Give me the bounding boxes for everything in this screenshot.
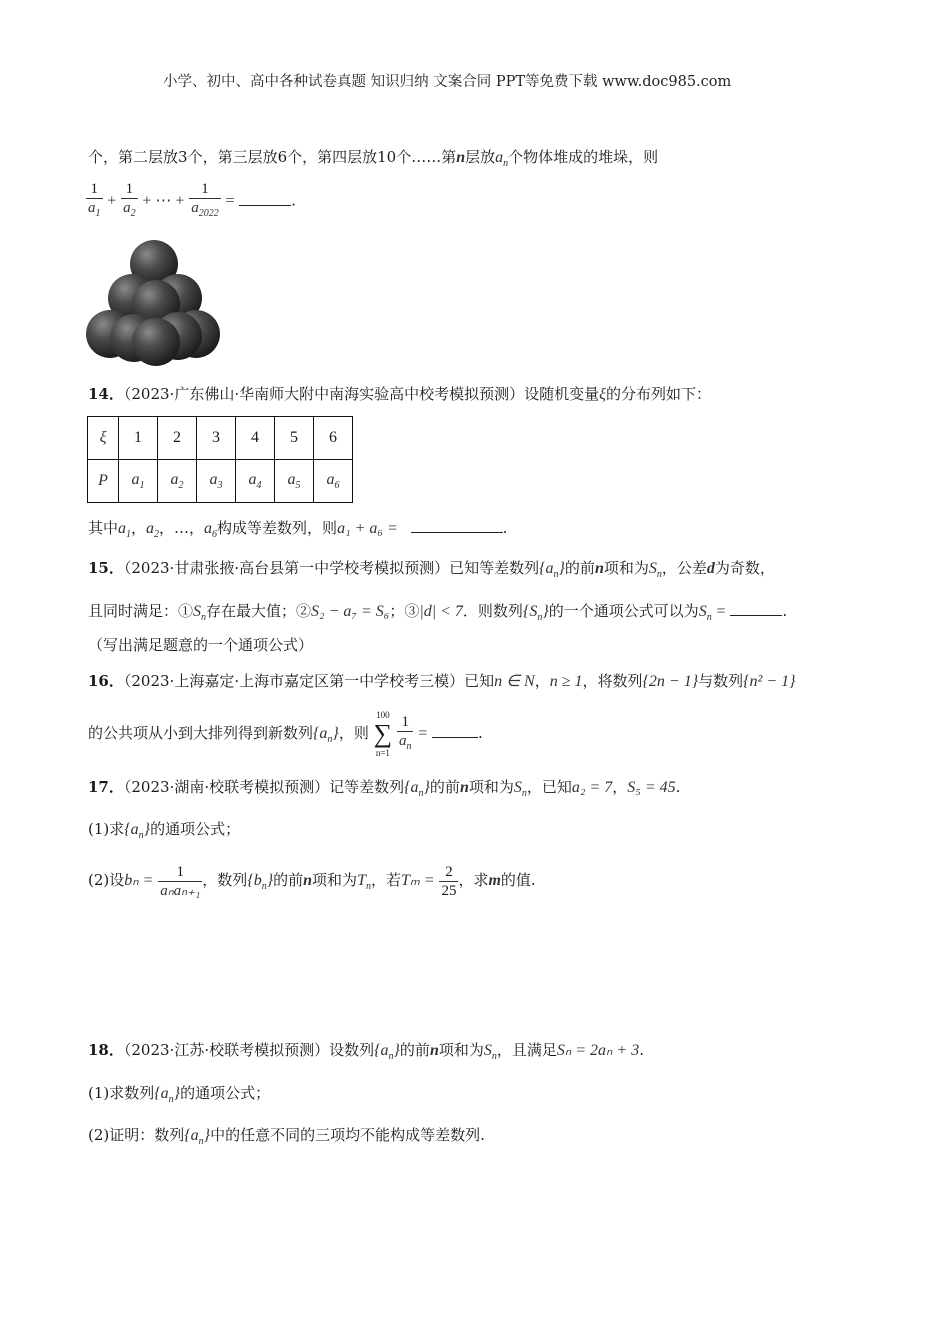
math-an: $\{a_n\}$	[184, 1127, 211, 1148]
q13-text: 个物体堆成的堆垛，则	[508, 148, 659, 166]
q18-text: (2)证明：数列	[88, 1126, 185, 1144]
q14-xi: ξ	[599, 386, 606, 403]
q15-text: 且同时满足：①	[88, 602, 194, 620]
math-an: $\{a_n\}$	[313, 725, 339, 746]
q15-line-1	[88, 557, 775, 586]
q15-text: 的一个通项公式可以为	[548, 602, 699, 620]
q15-text: ．则数列	[462, 602, 523, 620]
q16-text: ，将数列	[582, 672, 643, 690]
math-sum: a₁ + a₆ =	[337, 520, 398, 537]
question-source: （2023·甘肃张掖·高台县第一中学校考模拟预测）	[123, 559, 450, 577]
q15-text: 项和为	[603, 559, 649, 577]
q18-part-1	[88, 1082, 270, 1111]
math-a1: $a_1$	[118, 520, 132, 541]
q13-formula	[86, 180, 296, 223]
q17-part-1	[88, 818, 240, 847]
math-an: $\{a_n\}$	[404, 779, 430, 800]
math-cond2: S₂ − a₇ = S₆	[311, 603, 390, 620]
q18-text: 的前	[399, 1041, 430, 1059]
math-seq1: {2n − 1}	[642, 673, 699, 690]
q16-line-1	[88, 670, 796, 693]
q17-text: 的前	[273, 871, 304, 889]
math-tn: $T_n$	[357, 872, 371, 893]
math-sn-seq: $\{S_n\}$	[522, 603, 549, 624]
q17-line-1	[88, 776, 680, 805]
math-an: $\{a_n\}$	[154, 1085, 181, 1106]
q15-text: 存在最大值；②	[206, 602, 312, 620]
q13-text: 个，第二层放	[88, 148, 179, 166]
table-cell: 5	[275, 417, 314, 460]
q18-text: 的通项公式；	[180, 1084, 271, 1102]
distribution-table	[87, 416, 353, 503]
q15-text: 为奇数，	[714, 559, 775, 577]
q15-var-d: d	[706, 560, 715, 577]
frac-2-25: $\frac{2}{25}$	[441, 863, 457, 899]
frac-1-a1: $\frac{1}{a_1}$	[86, 180, 103, 223]
question-source: （2023·湖南·校联考模拟预测）	[123, 778, 330, 796]
q17-part-2	[88, 855, 536, 912]
frac-1-anan1: $\frac{1}{\text{aₙaₙ₊₁}}$	[160, 863, 201, 899]
q17-text: 的前	[429, 778, 460, 796]
q14-text: 构成等差数列，则	[217, 519, 338, 537]
q14-text: ，	[131, 519, 147, 537]
q13-text: 层放	[465, 148, 496, 166]
q17-var-n: n	[303, 872, 313, 889]
q14-text: ，…，	[159, 519, 205, 537]
q17-text: 记等差数列	[329, 778, 405, 796]
q15-text: 已知等差数列	[449, 559, 540, 577]
math-sn: $S_n$	[513, 779, 527, 800]
period: .	[782, 602, 788, 620]
plus-dots: + ⋯ +	[142, 192, 185, 210]
q15-line-3: （写出满足题意的一个通项公式）	[88, 636, 314, 654]
q18-text: 设数列	[329, 1041, 375, 1059]
math-bn-seq: $\{b_n\}$	[247, 872, 274, 893]
table-cell: 6	[314, 417, 353, 460]
q17-text: 的值.	[500, 871, 536, 889]
question-source: （2023·上海嘉定·上海市嘉定区第一中学校考三模）	[123, 672, 465, 690]
q15-text: ；③	[389, 602, 420, 620]
math-sn: $S_n$	[193, 603, 207, 624]
table-row	[88, 417, 353, 460]
q14-text: 其中	[88, 519, 119, 537]
q17-text: ，求	[458, 871, 489, 889]
sphere-pyramid-icon	[84, 236, 224, 366]
question-number: 18．	[88, 1041, 124, 1059]
math-cond1: n ∈ N	[494, 673, 535, 690]
q17-text: ，数列	[202, 871, 248, 889]
table-cell: $a_3$	[197, 460, 236, 503]
plus-sign: +	[107, 192, 117, 210]
q18-var-n: n	[429, 1042, 439, 1059]
math-a2: $a_2$	[146, 520, 160, 541]
question-source: （2023·广东佛山·华南师大附中南海实验高中校考模拟预测）	[123, 385, 525, 403]
q17-text: (1)求	[88, 820, 125, 838]
table-cell: 3	[197, 417, 236, 460]
q13-text: 个，第四层放	[287, 148, 378, 166]
math-an: $\{a_n\}$	[374, 1042, 400, 1063]
answer-blank	[411, 518, 503, 533]
table-cell: P	[88, 460, 119, 503]
q14-line-2	[88, 517, 507, 546]
q15-text: 的前	[564, 559, 595, 577]
question-number: 17．	[88, 778, 124, 796]
table-cell: 2	[158, 417, 197, 460]
table-cell: 1	[119, 417, 158, 460]
table-cell: $a_5$	[275, 460, 314, 503]
q14-text: 的分布列如下：	[605, 385, 711, 403]
question-number: 16．	[88, 672, 124, 690]
q14-text: 设随机变量	[524, 385, 600, 403]
math-cond2: n ≥ 1	[549, 673, 583, 690]
question-source: （2023·江苏·校联考模拟预测）	[123, 1041, 330, 1059]
q17-text: (2)设	[88, 871, 125, 889]
equals-sign: =	[225, 192, 235, 210]
math-an: $\{a_n\}$	[539, 560, 565, 581]
period: .	[291, 191, 297, 210]
q16-text: 的公共项从小到大排列得到新数列	[88, 724, 314, 742]
q13-var-n: n	[456, 149, 466, 166]
period: .	[639, 1041, 644, 1059]
math-sn: $S_n$	[483, 1042, 497, 1063]
answer-blank	[239, 191, 291, 206]
q18-text: (1)求数列	[88, 1084, 155, 1102]
q16-text: 已知	[464, 672, 495, 690]
table-cell: 4	[236, 417, 275, 460]
q17-text: 项和为	[312, 871, 358, 889]
table-cell: $a_1$	[119, 460, 158, 503]
question-number: 15．	[88, 559, 124, 577]
q13-num: 6	[277, 148, 288, 166]
math-bn: bₙ =	[124, 872, 154, 889]
frac-1-a2022: $\frac{1}{a_{2022}}$	[189, 180, 221, 223]
math-s5: S₅ = 45	[627, 779, 676, 796]
q17-text: ，已知	[526, 778, 572, 796]
q15-text: ，公差	[661, 559, 707, 577]
math-a6: $a_6$	[204, 520, 218, 541]
q17-text: 的通项公式；	[150, 820, 241, 838]
q14-line-1	[88, 383, 711, 406]
q16-line-2	[88, 708, 483, 765]
q13-num: 10	[377, 148, 397, 166]
table-cell: $a_2$	[158, 460, 197, 503]
q16-text: ，则	[338, 724, 369, 742]
table-cell: ξ	[88, 417, 119, 460]
q13-line-1	[88, 146, 658, 175]
period: .	[502, 519, 508, 537]
table-row	[88, 460, 353, 503]
math-tm: Tₘ =	[400, 872, 435, 889]
math-cond3: |d| < 7	[419, 603, 463, 620]
frac-1-an: $\frac{1}{a_n}$	[397, 713, 414, 756]
q18-line-1	[88, 1039, 644, 1068]
q18-text: 中的任意不同的三项均不能构成等差数列.	[210, 1126, 485, 1144]
q13-text: 个……第	[396, 148, 457, 166]
q13-num: 3	[178, 148, 188, 166]
q17-text: ，若	[370, 871, 401, 889]
q17-text: ，	[612, 778, 628, 796]
q17-text: 项和为	[468, 778, 514, 796]
summation: 100 ∑ n=1	[373, 710, 393, 758]
answer-blank	[432, 723, 478, 738]
math-sn: $S_n$	[648, 560, 662, 581]
math-cond: Sₙ = 2aₙ + 3	[556, 1042, 640, 1059]
math-sn: $S_n$	[698, 603, 712, 624]
q16-text: ，	[534, 672, 550, 690]
q15-var-n: n	[594, 560, 604, 577]
table-cell: $a_4$	[236, 460, 275, 503]
frac-1-a2: $\frac{1}{a_2}$	[121, 180, 138, 223]
q13-text: 个，第三层放	[187, 148, 278, 166]
q16-text: 与数列	[698, 672, 744, 690]
q15-line-2	[88, 600, 787, 629]
table-cell: $a_6$	[314, 460, 353, 503]
q18-text: 项和为	[438, 1041, 484, 1059]
q18-part-2	[88, 1124, 485, 1153]
equals-sign: =	[418, 725, 428, 742]
page-header: 小学、初中、高中各种试卷真题 知识归纳 文案合同 PPT等免费下载 www.doc985.com	[163, 74, 732, 90]
q18-text: ，且满足	[496, 1041, 557, 1059]
period: .	[675, 778, 681, 796]
equals-sign: =	[716, 603, 726, 620]
q17-var-m: m	[488, 872, 501, 889]
math-seq2: {n² − 1}	[743, 673, 796, 690]
answer-blank	[730, 601, 782, 616]
period: .	[478, 724, 483, 742]
math-an: $\{a_n\}$	[124, 821, 151, 842]
q13-an: $a_n$	[495, 149, 509, 170]
q17-var-n: n	[459, 779, 469, 796]
math-a2: a₂ = 7	[571, 779, 613, 796]
question-number: 14．	[88, 385, 124, 403]
